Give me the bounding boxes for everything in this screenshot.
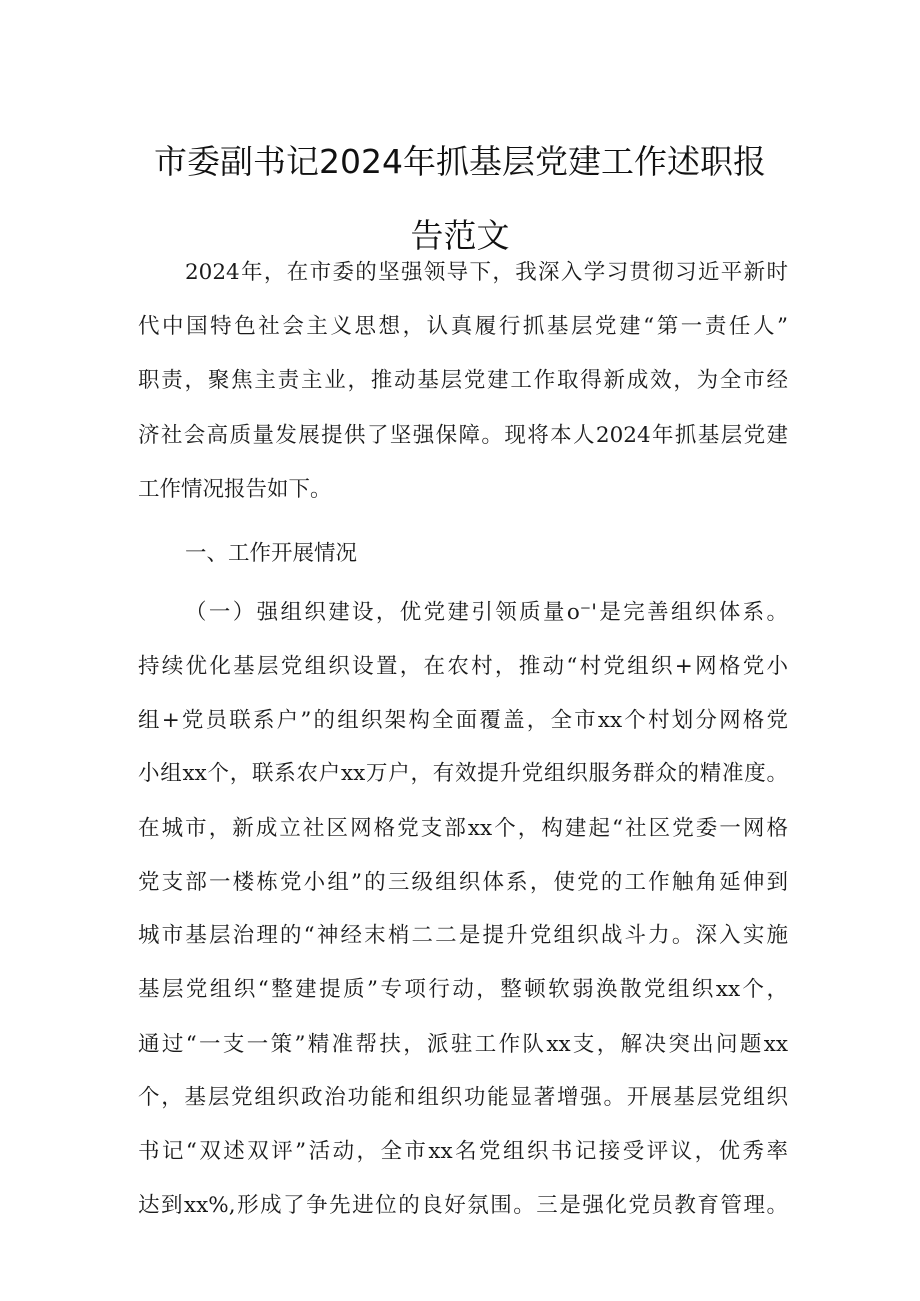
paragraph-line: 城市基层治理的“神经末梢二二是提升党组织战斗力。深入实施 (138, 923, 788, 948)
paragraph-line: 小组xx个，联系农户xx万户，有效提升党组织服务群众的精准度。 (138, 761, 788, 786)
document-title-line-2: 告范文 (410, 216, 510, 255)
paragraph-line: 在城市，新成立社区网格党支部xx个，构建起“社区党委一网格 (138, 816, 788, 841)
paragraph-line: 持续优化基层党组织设置，在农村，推动“村党组织+网格党小 (138, 654, 788, 679)
paragraph-line: 组+党员联系户”的组织架构全面覆盖，全市xx个村划分网格党 (138, 708, 788, 733)
paragraph-line: 济社会高质量发展提供了坚强保障。现将本人2024年抓基层党建 (138, 423, 788, 448)
paragraph-line: 达到xx%,形成了争先进位的良好氛围。三是强化党员教育管理。 (138, 1193, 788, 1218)
paragraph-line: 工作情况报告如下。 (138, 477, 332, 502)
paragraph-line: 代中国特色社会主义思想，认真履行抓基层党建“第一责任人” (138, 314, 788, 339)
paragraph-line: 个，基层党组织政治功能和组织功能显著增强。开展基层党组织 (138, 1085, 788, 1110)
paragraph-line: 职责，聚焦主责主业，推动基层党建工作取得新成效，为全市经 (138, 368, 788, 393)
paragraph-line: 2024年，在市委的坚强领导下，我深入学习贯彻习近平新时 (185, 260, 788, 285)
paragraph-line: （一）强组织建设，优党建引领质量o⁻'是完善组织体系。 (185, 600, 788, 625)
paragraph-line: 党支部一楼栋党小组”的三级组织体系，使党的工作触角延伸到 (138, 870, 788, 895)
paragraph-line: 通过“一支一策”精准帮扶，派驻工作队xx支，解决突出问题xx (138, 1032, 788, 1057)
document-title-line-1: 市委副书记2024年抓基层党建工作述职报 (154, 142, 766, 181)
section-heading: 一、工作开展情况 (185, 541, 358, 566)
paragraph-line: 书记“双述双评”活动，全市xx名党组织书记接受评议，优秀率 (138, 1139, 788, 1164)
paragraph-line: 基层党组织“整建提质”专项行动，整顿软弱涣散党组织xx个， (138, 977, 788, 1002)
